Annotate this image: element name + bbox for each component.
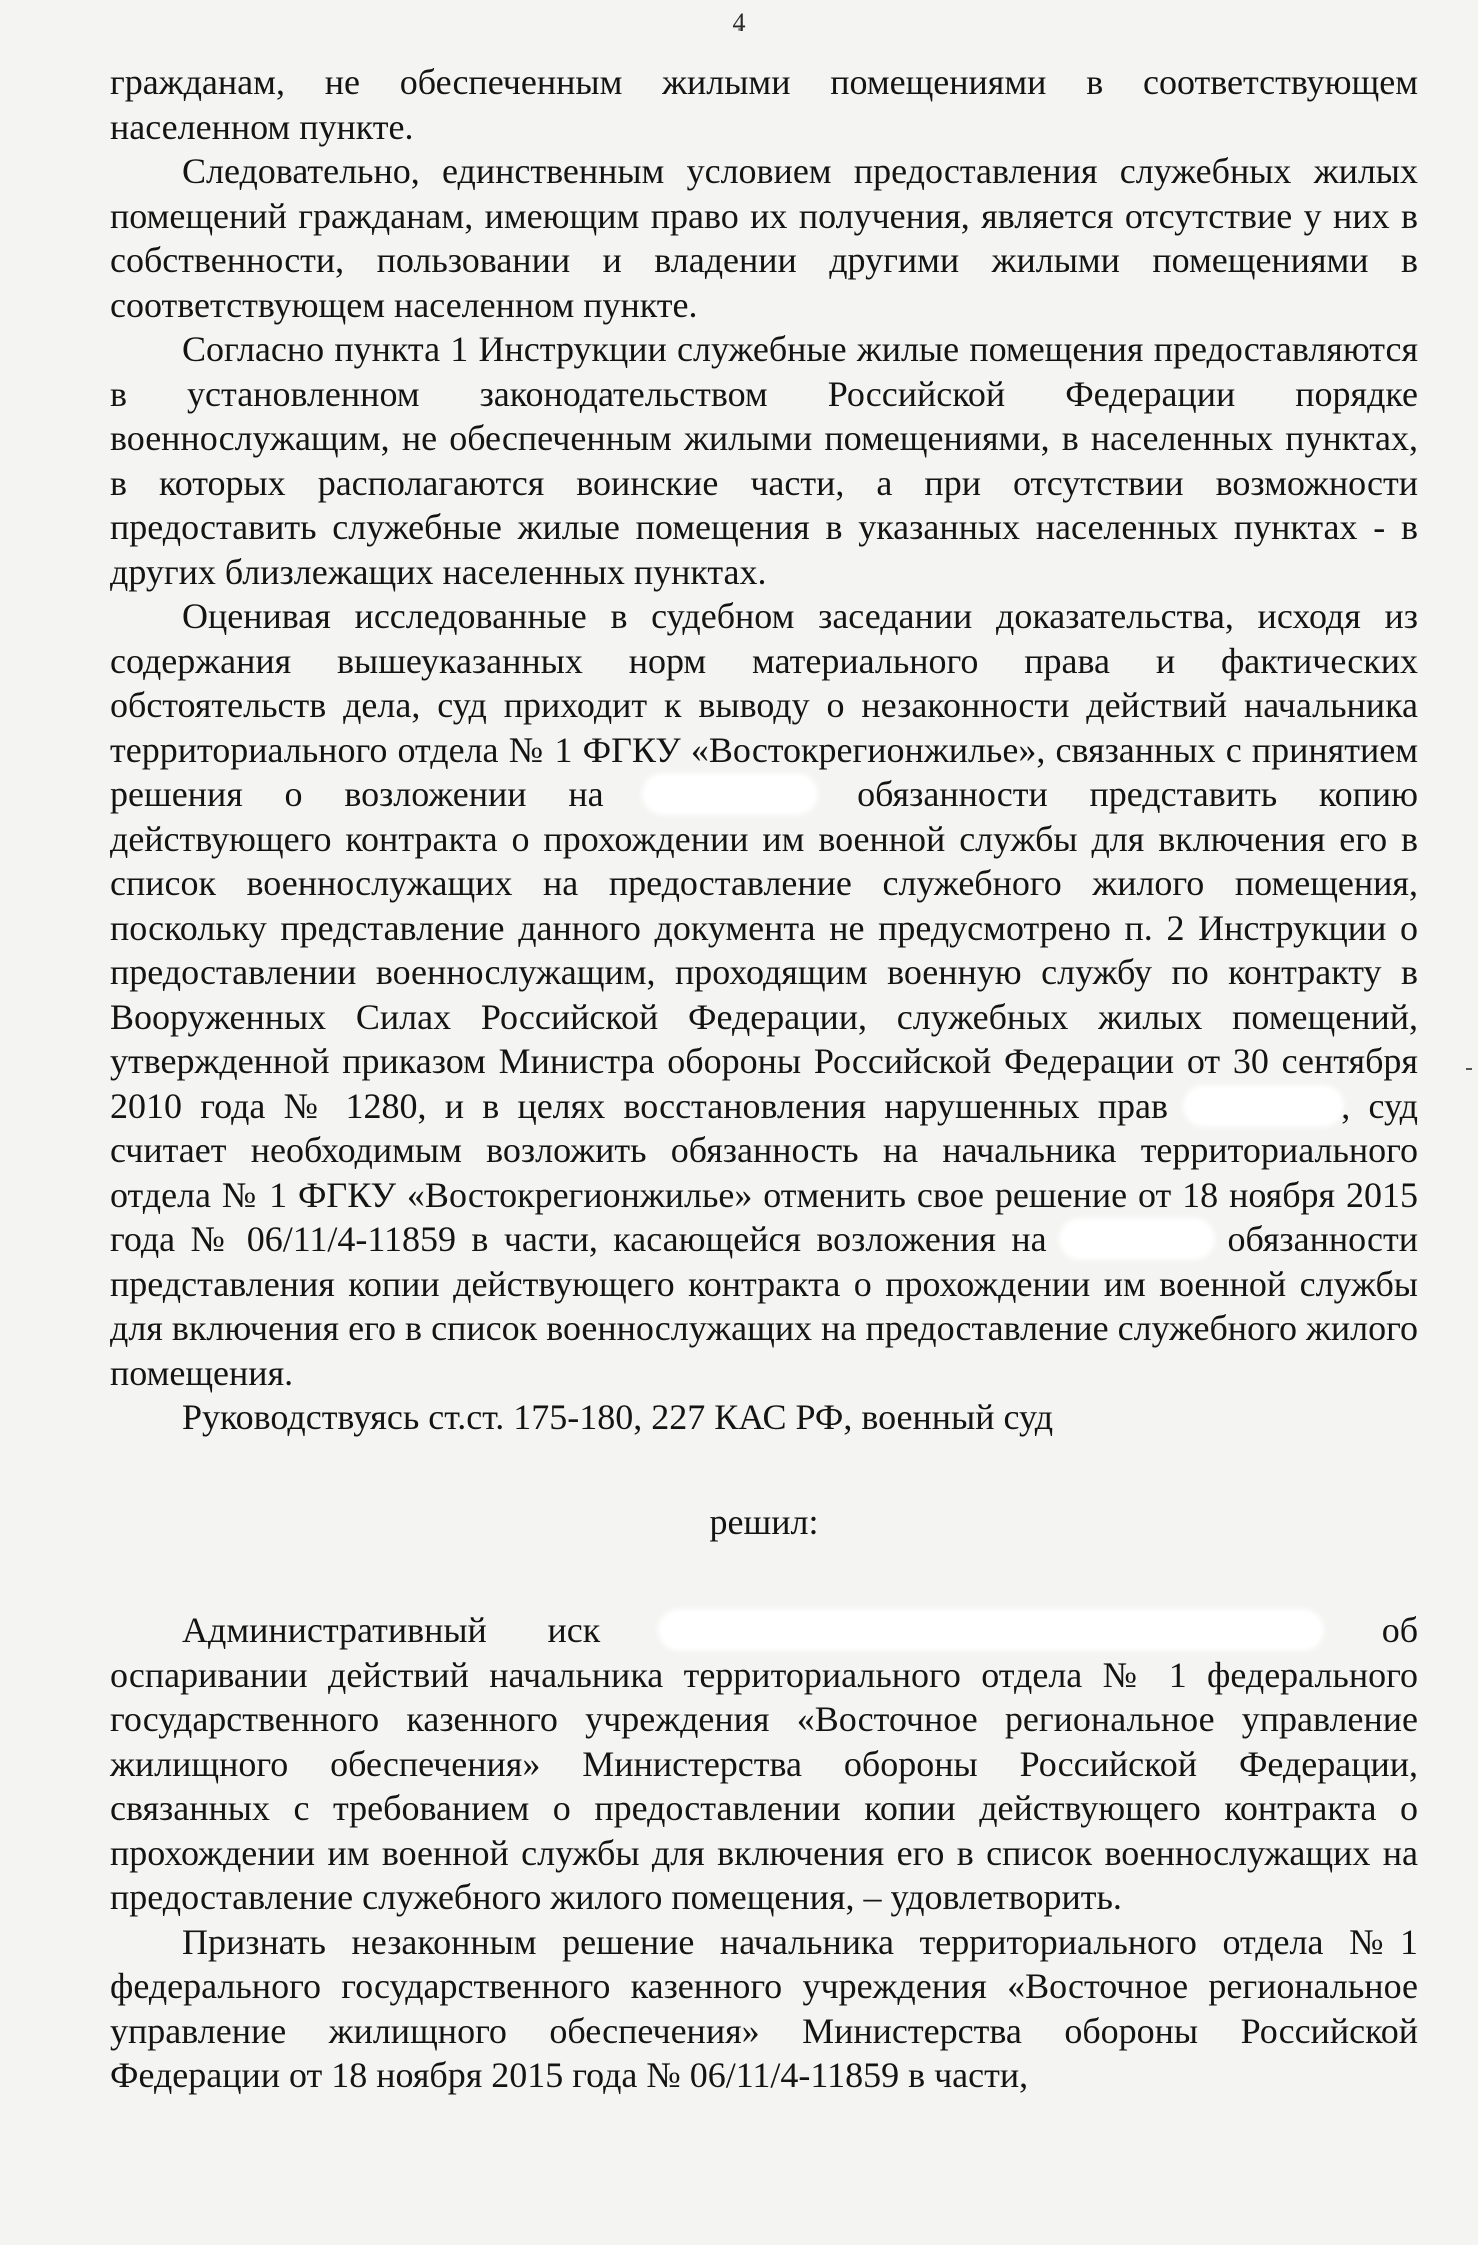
claim-text-1: Административный иск — [182, 1610, 601, 1650]
paragraph-court-reasoning — [110, 594, 1418, 1395]
paragraph-continuation: гражданам, не обеспеченным жилыми помещениями в соответствующем населенном пункте. — [110, 62, 1418, 147]
paragraph-declare-unlawful: Признать незаконным решение начальника территориального отдела №1 федерального государственного казенного учреждения «Восточное региональное управление жилищного обеспечения» Министерства обороны Российской Федерации от 18 ноября 2015 года № 06/11/4-11859 в части, — [110, 1921, 1418, 2095]
scan-edge-mark — [1466, 1068, 1472, 1070]
redacted-name — [645, 776, 815, 812]
decision-heading: решил: — [709, 1501, 819, 1542]
paragraph-claim-granted — [110, 1608, 1418, 1920]
redacted-name — [661, 1612, 1321, 1648]
page-number: 4 — [732, 8, 746, 37]
redacted-name — [1186, 1088, 1341, 1124]
paragraph-instruction: Согласно пункта 1 Инструкции служебные жилые помещения предоставляются в установленном законодательством Российской Федерации порядке военнослужащим, не обеспеченным жилыми помещениями, в населенных пунктах, в которых располагаются воинские части, а при отсутствии возможности предоставить служебные жилые помещения в указанных населенных пунктах - в других близлежащих населенных пунктах. — [110, 329, 1418, 592]
document-body — [110, 60, 1418, 2098]
paragraph-guided-by: Руководствуясь ст.ст. 175-180, 227 КАС РФ, военный суд — [182, 1397, 1054, 1437]
reasoning-text-4: обязанности представления копии действующего контракта о прохождении им военной службы для включения его в список военнослужащих на предоставление служебного жилого помещения. — [110, 1219, 1419, 1393]
claim-text-2: об оспаривании действий начальника территориального отдела № 1 федерального государственного казенного учреждения «Восточное региональное управление жилищного обеспечения» Министерства обороны Российской Федерации, связанных с требованием о предоставлении копии действующего контракта о прохождении им военной службы для включения его в список военнослужащих на предоставление служебного жилого помещения, – удовлетворить. — [110, 1610, 1419, 1917]
reasoning-text-2: обязанности представить копию действующего контракта о прохождении им военной службы для включения его в список военнослужащих на предоставление служебного жилого помещения, поскольку представление данного документа не предусмотрено п. 2 Инструкции о предоставлении военнослужащим, проходящим военную службу по контракту в Вооруженных Силах Российской Федерации, служебных жилых помещений, утвержденной приказом Министра обороны Российской Федерации от 30 сентября 2010 года № 1280, и в целях восстановления нарушенных прав — [110, 774, 1418, 1126]
redacted-name — [1062, 1221, 1212, 1257]
reasoning-text-1: Оценивая исследованные в судебном заседании доказательства, исходя из содержания вышеуказанных норм материального права и фактических обстоятельств дела, суд приходит к выводу о незаконности действий начальника территориального отдела № 1 ФГКУ «Востокрегионжилье», связанных с принятием решения о возложении на — [110, 596, 1418, 814]
reasoning-text-3: , суд считает необходимым возложить обязанность на начальника территориального отдела № 1 ФГКУ «Востокрегионжилье» отменить свое решение от 18 ноября 2015 года № 06/11/4-11859 в части, касающейся возложения на — [110, 1085, 1418, 1259]
paragraph-condition: Следовательно, единственным условием предоставления служебных жилых помещений гражданам, имеющим право их получения, является отсутствие у них в собственности, пользовании и владении другими жилыми помещениями в соответствующем населенном пункте. — [110, 151, 1418, 325]
